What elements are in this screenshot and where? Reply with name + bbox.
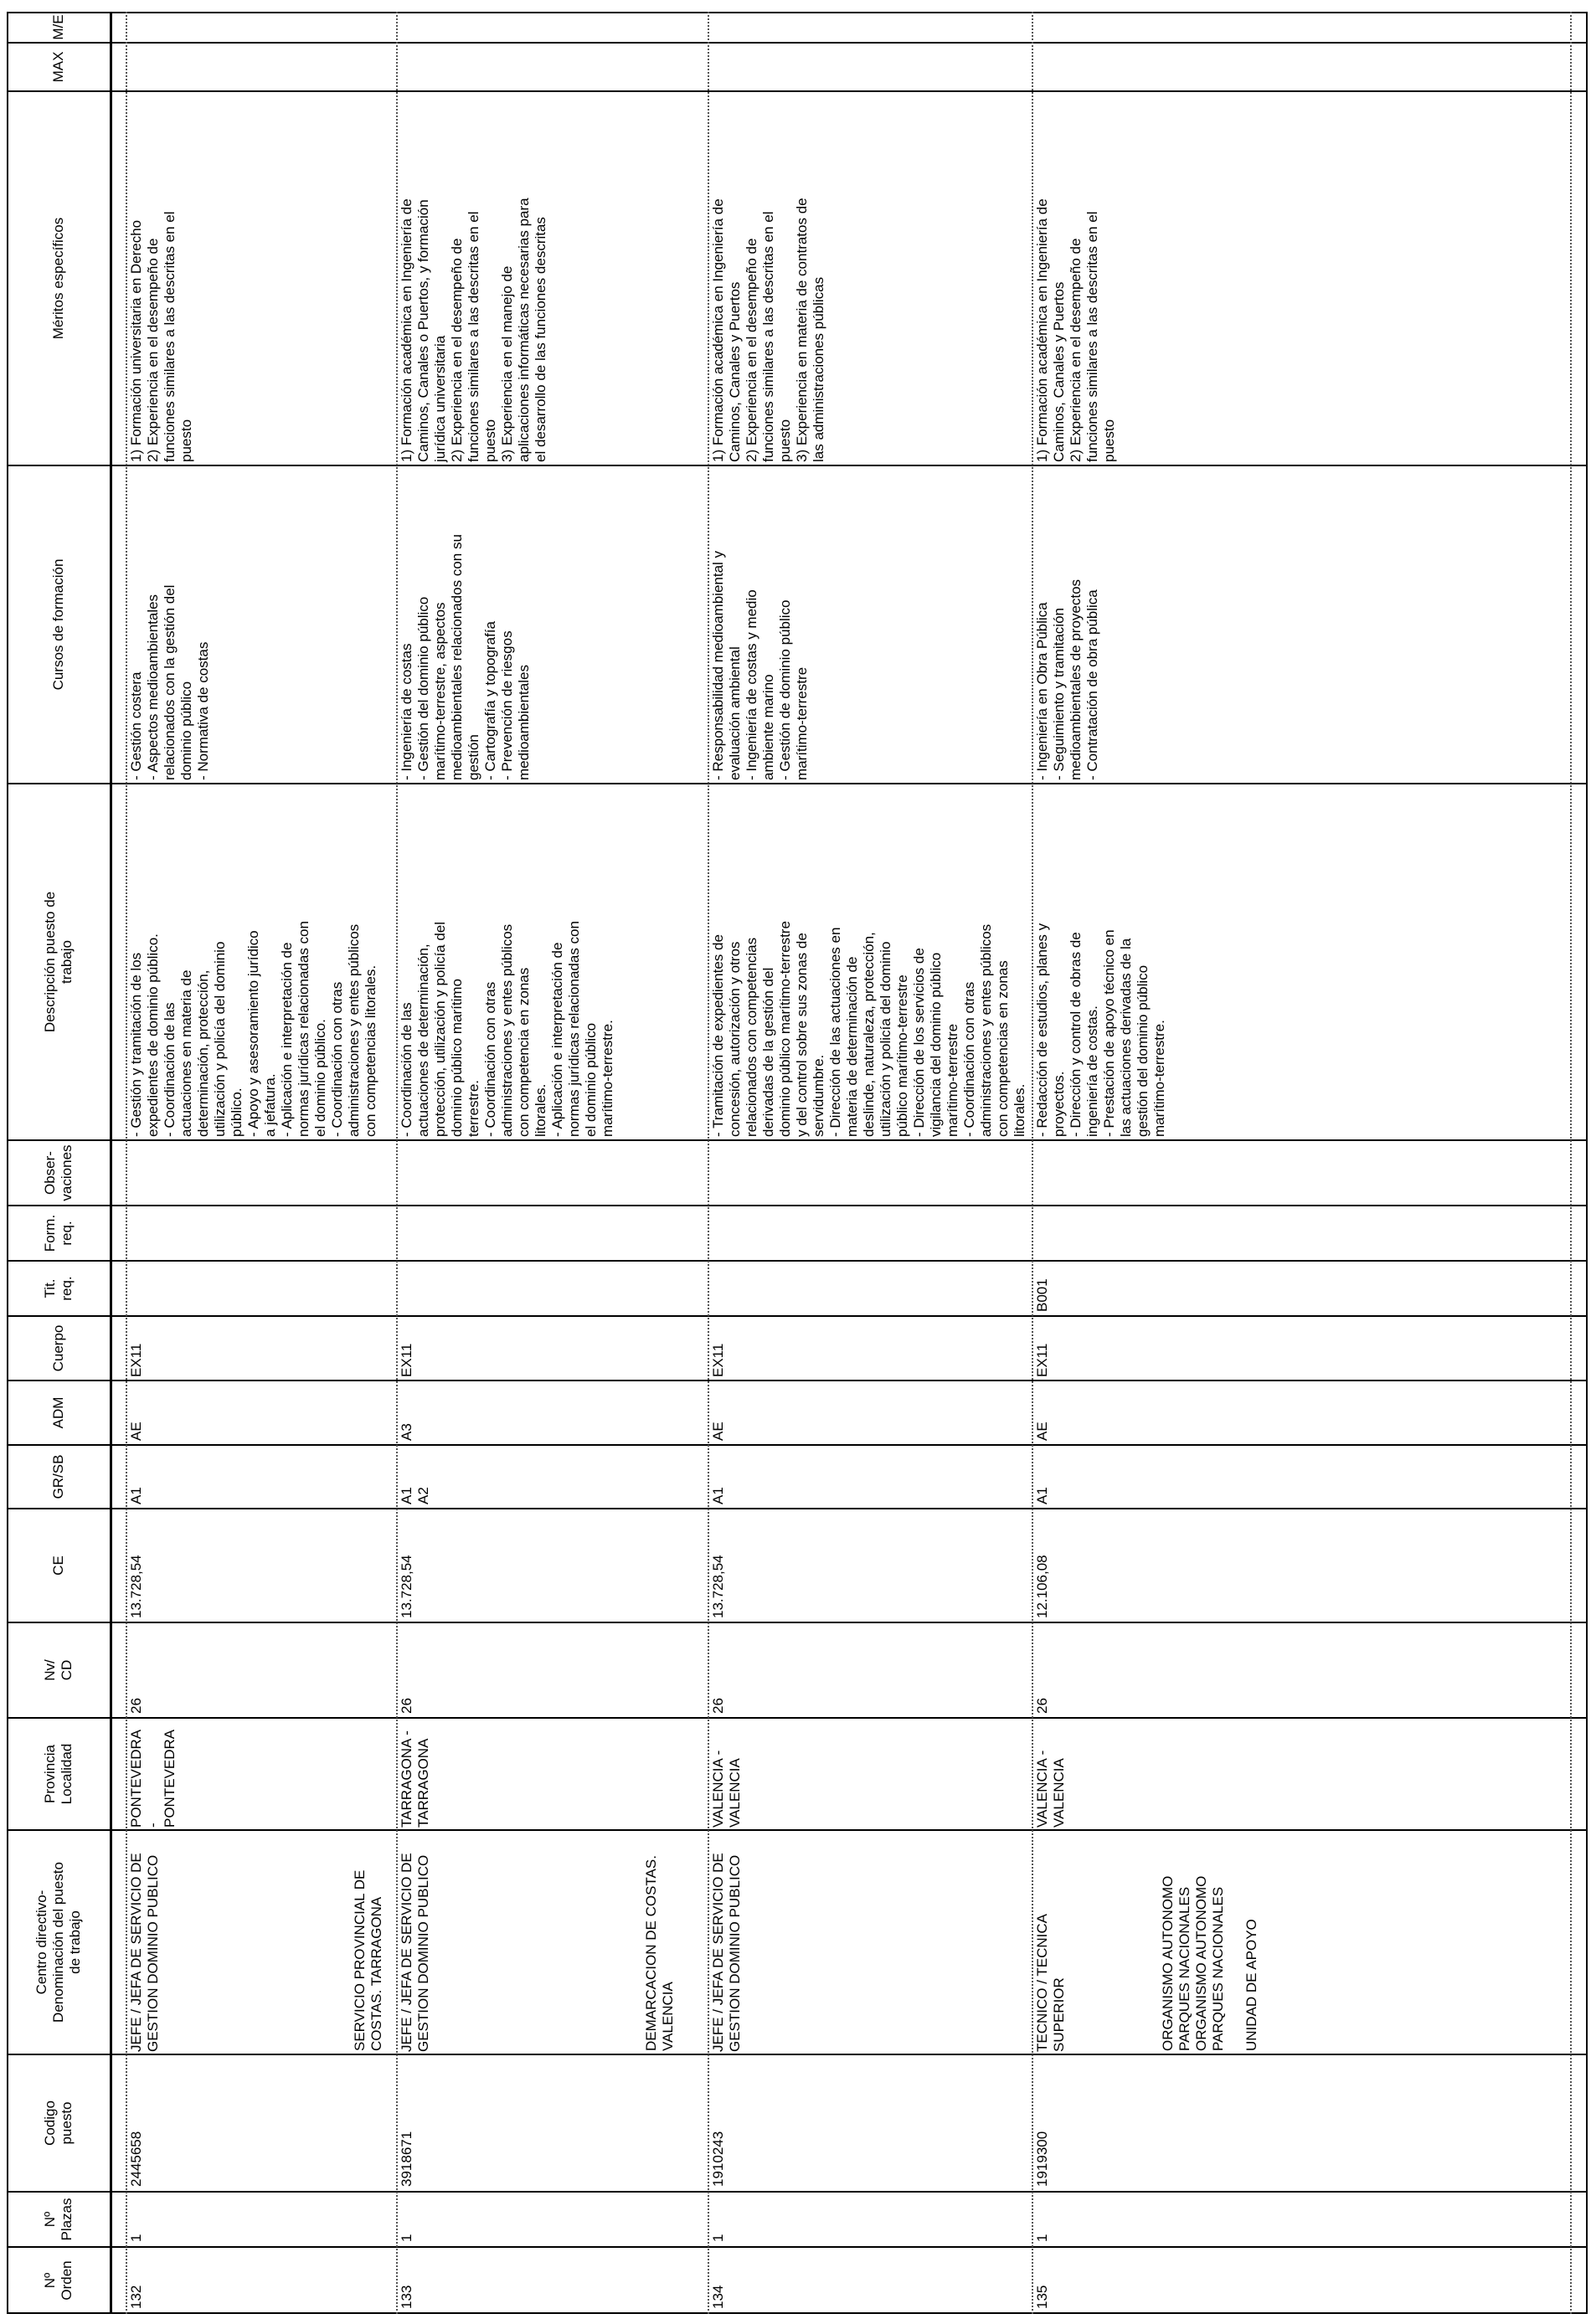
row-divider: [1032, 12, 1033, 2314]
header-ce: CE: [50, 1555, 66, 1576]
cell-codigo: 1919300: [1034, 2131, 1050, 2187]
header-meritos: Méritos específicos: [50, 217, 66, 340]
header-orden: Nº Orden: [42, 2260, 75, 2301]
cell-nivel: 26: [128, 1698, 144, 1714]
cell-centro: TECNICO / TECNICA SUPERIOR: [1034, 1914, 1067, 2052]
cell-adm: AE: [1034, 1422, 1050, 1441]
cell-orden: 134: [710, 2285, 726, 2309]
cell-orden: 133: [399, 2285, 414, 2309]
cell-centro: JEFE / JEFA DE SERVICIO DE GESTION DOMINIO PUBLICO: [128, 1853, 161, 2052]
cell-descripcion: - Tramitación de expedientes de concesión, autorización y otros relacionados con competencias derivadas de la gestión del dominio público marítimo-terrestre y del control sobre sus zonas de servidumbre. - Dirección de las actuaciones en materia de determinación de deslinde, naturaleza, protección, utilización y policía del dominio público marítimo-terrestre - Dirección de los servicios de vigilancia del dominio público marítimo-terrestre - Coordinación con otras administraciones y entes públicos con competencias en zonas litorales.: [710, 921, 1027, 1137]
cell-cuerpo: EX11: [1034, 1343, 1050, 1377]
cell-codigo: 1910243: [710, 2131, 726, 2187]
column-divider: [7, 1205, 1588, 1206]
column-divider: [7, 2191, 1588, 2193]
cell-plazas: 1: [399, 2234, 414, 2242]
cell-cursos: - Responsabilidad medioambiental y evaluación ambiental - Ingeniería de costas y medio ambiente marino - Gestión de dominio público marítimo-terrestre: [710, 550, 810, 780]
cell-grsb: A1: [128, 1487, 144, 1504]
cell-ce: 13.728,54: [128, 1555, 144, 1618]
column-divider: [7, 2054, 1588, 2055]
header-adm: ADM: [50, 1396, 66, 1429]
cell-orden: 132: [128, 2285, 144, 2309]
cell-cursos: - Gestión costera - Aspectos medioambientales relacionados con la gestión del dominio público - Normativa de costas: [128, 584, 211, 780]
cell-nivel: 26: [399, 1698, 414, 1714]
cell-adm: A3: [399, 1423, 414, 1441]
header-cursos: Cursos de formación: [50, 558, 66, 691]
cell-centro: JEFE / JEFA DE SERVICIO DE GESTION DOMINIO PUBLICO: [710, 1853, 743, 2052]
header-nivel: Nv/ CD: [42, 1659, 75, 1681]
unit-label-tarragona: SERVICIO PROVINCIAL DE COSTAS. TARRAGONA: [352, 1869, 384, 2051]
cell-grsb: A1: [1034, 1487, 1050, 1504]
cell-cursos: - Ingeniería en Obra Pública - Seguimiento y tramitación medioambientales de proyectos - Contratación de obra pública: [1034, 578, 1100, 780]
column-divider: [7, 1829, 1588, 1831]
cell-cuerpo: EX11: [710, 1343, 726, 1377]
cell-provincia: TARRAGONA - TARRAGONA: [399, 1730, 431, 1828]
column-divider: [7, 1139, 1588, 1141]
header-max: MAX: [50, 51, 66, 83]
cell-grsb: A1: [710, 1487, 726, 1504]
column-divider: [7, 1622, 1588, 1623]
cell-ce: 12.106,08: [1034, 1555, 1050, 1618]
column-divider: [7, 1315, 1588, 1317]
cell-nivel: 26: [1034, 1698, 1050, 1714]
header-grsb: GR/SB: [50, 1454, 66, 1499]
row-divider: [126, 12, 127, 2314]
column-divider: [7, 1380, 1588, 1381]
column-divider: [7, 2246, 1588, 2248]
unit-label-parques-nacionales: ORGANISMO AUTONOMO PARQUES NACIONALES ORGANISMO AUTONOMO PARQUES NACIONALES UNIDAD DE APOYO: [1160, 1875, 1259, 2051]
cell-plazas: 1: [1034, 2234, 1050, 2242]
cell-codigo: 3918671: [399, 2131, 414, 2187]
column-divider: [7, 1444, 1588, 1446]
row-divider: [1570, 12, 1572, 2314]
column-divider: [7, 1260, 1588, 1262]
cell-provincia: VALENCIA - VALENCIA: [710, 1750, 743, 1828]
cell-centro: JEFE / JEFA DE SERVICIO DE GESTION DOMINIO PUBLICO: [399, 1853, 431, 2052]
cell-provincia: PONTEVEDRA - PONTEVEDRA: [128, 1729, 178, 1828]
column-divider: [7, 465, 1588, 466]
cell-plazas: 1: [128, 2234, 144, 2242]
cell-orden: 135: [1034, 2285, 1050, 2309]
header-provincia: Provincia Localidad: [42, 1743, 75, 1805]
header-observaciones: Obser- vaciones: [42, 1144, 75, 1201]
header-plazas: Nº Plazas: [42, 2198, 75, 2241]
cell-grsb: A1 A2: [399, 1487, 431, 1504]
header-cuerpo: Cuerpo: [50, 1324, 66, 1372]
column-divider: [7, 783, 1588, 784]
header-descripcion: Descripción puesto de trabajo: [42, 891, 75, 1033]
header-rule: [110, 12, 112, 2314]
cell-ce: 13.728,54: [399, 1555, 414, 1618]
cell-descripcion: - Gestión y tramitación de los expedientes de dominio público. - Coordinación de las actuaciones en materia de determinación, protección, utilización y policía del dominio público. - Apoyo y asesoramiento jurídico a jefatura. - Aplicación e interpretación de normas jurídicas relacionadas con el dominio público. - Coordinación con otras administraciones y entes públicos con competencias litorales.: [128, 921, 378, 1137]
cell-nivel: 26: [710, 1698, 726, 1714]
cell-meritos: 1) Formación académica en Ingeniería de Caminos, Canales o Puertos, y formación jurídica universitaria 2) Experiencia en el desempeño de funciones similares a las descritas en el puesto 3) Experiencia en el manejo de aplicaciones informáticas necesarias para el desarrollo de las funciones descritas: [399, 198, 548, 462]
cell-meritos: 1) Formación universitaria en Derecho 2) Experiencia en el desempeño de funciones similares a las descritas en el puesto: [128, 211, 194, 462]
cell-meritos: 1) Formación académica en Ingeniería de Caminos, Canales y Puertos 2) Experiencia en el desempeño de funciones similares a las descritas en el puesto: [1034, 198, 1117, 462]
row-divider: [708, 12, 709, 2314]
cell-provincia: VALENCIA - VALENCIA: [1034, 1750, 1067, 1828]
column-divider: [7, 42, 1588, 44]
header-formacion-req: Form. req.: [42, 1214, 75, 1252]
header-centro: Centro directivo- Denominación del puesto de trabajo: [33, 1862, 83, 2023]
cell-meritos: 1) Formación académica en Ingeniería de Caminos, Canales y Puertos 2) Experiencia en el desempeño de funciones similares a las descritas en el puesto 3) Experiencia en materia de contratos de las administraciones públicas: [710, 198, 826, 462]
header-titulacion: Tit. req.: [42, 1276, 75, 1301]
column-divider: [7, 90, 1588, 92]
cell-codigo: 2445658: [128, 2131, 144, 2187]
cell-descripcion: - Coordinación de las actuaciones de determinación, protección, utilización y policía del dominio público marítimo terrestre. - Coordinación con otras administraciones y entes públicos con competencia en zonas litorales. - Aplicación e interpretación de normas jurídicas relacionadas con el dominio público marítimo-terrestre.: [399, 921, 615, 1137]
row-divider: [396, 12, 398, 2314]
cell-ce: 13.728,54: [710, 1555, 726, 1618]
header-me: M/E: [50, 14, 66, 40]
cell-cuerpo: EX11: [399, 1343, 414, 1377]
cell-adm: AE: [128, 1422, 144, 1441]
column-divider: [7, 1508, 1588, 1509]
cell-cursos: - Ingeniería de costas - Gestión del dominio público marítimo-terrestre, aspectos medioambientales relacionados con su gestión - Cartografía y topografía - Prevención de riesgos medioambientales: [399, 534, 532, 780]
cell-cuerpo: EX11: [128, 1343, 144, 1377]
unit-label-valencia: DEMARCACION DE COSTAS. VALENCIA: [643, 1855, 676, 2051]
cell-adm: AE: [710, 1422, 726, 1441]
cell-plazas: 1: [710, 2234, 726, 2242]
cell-tit: B001: [1034, 1278, 1050, 1312]
cell-descripcion: - Redacción de estudios, planes y proyectos. - Dirección y control de obras de ingeniería de costas. - Prestación de apoyo técnico en las actuaciones derivadas de la gestión del dominio público marítimo-terrestre.: [1034, 923, 1167, 1137]
header-codigo: Codigo puesto: [42, 2100, 75, 2146]
column-divider: [7, 1717, 1588, 1719]
